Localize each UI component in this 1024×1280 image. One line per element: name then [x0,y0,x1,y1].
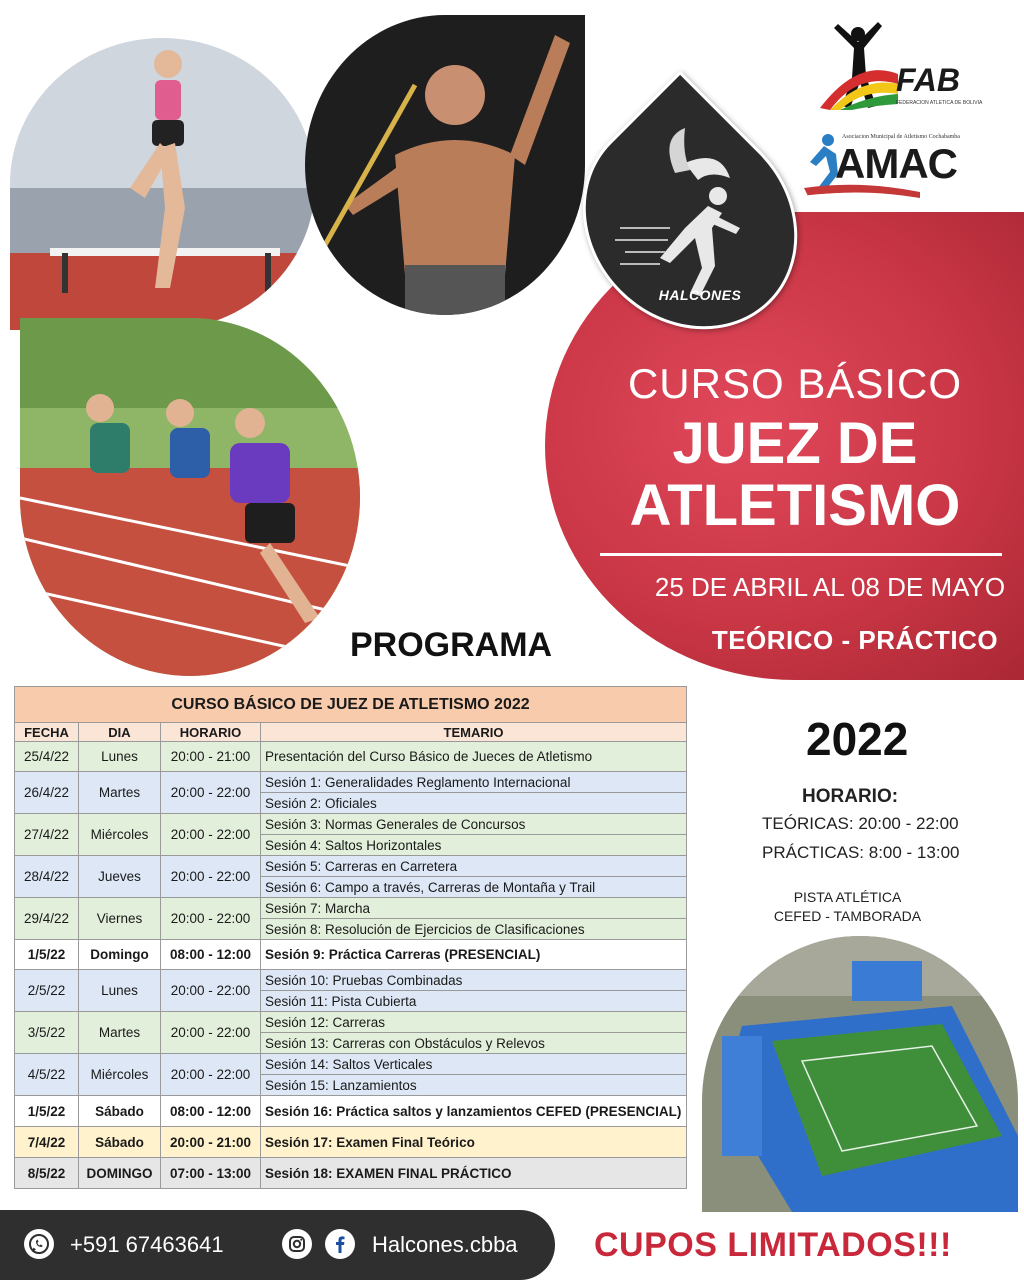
cell-tema: Sesión 17: Examen Final Teórico [261,1127,687,1158]
kids-sprinting-photo [20,318,360,676]
table-title: CURSO BÁSICO DE JUEZ DE ATLETISMO 2022 [15,687,687,723]
cell-fecha: 3/5/22 [15,1012,79,1054]
cell-horario: 07:00 - 13:00 [161,1158,261,1189]
cell-tema: Sesión 3: Normas Generales de Concursos [261,814,687,835]
cell-tema: Sesión 2: Oficiales [261,793,687,814]
cell-horario: 20:00 - 22:00 [161,856,261,898]
hurdler-photo [10,38,315,330]
cell-dia: Martes [79,1012,161,1054]
cell-horario: 20:00 - 21:00 [161,1127,261,1158]
stadium-aerial-photo [702,936,1018,1212]
facebook-icon[interactable] [325,1229,355,1259]
table-row [15,814,687,835]
cell-horario: 08:00 - 12:00 [161,940,261,970]
social-handle[interactable]: Halcones.cbba [372,1232,518,1257]
amac-logo-subtitle: Asociacion Municipal de Atletismo Cochabamba [842,134,960,140]
cell-dia: Sábado [79,1096,161,1127]
cell-fecha: 27/4/22 [15,814,79,856]
cell-tema: Sesión 11: Pista Cubierta [261,991,687,1012]
cell-dia: Jueves [79,856,161,898]
whatsapp-icon[interactable] [24,1229,54,1259]
table-title-row [15,687,687,723]
cell-fecha: 8/5/22 [15,1158,79,1189]
course-year: 2022 [806,713,909,765]
cell-horario: 20:00 - 21:00 [161,742,261,772]
course-dates: 25 DE ABRIL AL 08 DE MAYO [654,572,1006,602]
table-row [15,940,687,970]
cell-fecha: 26/4/22 [15,772,79,814]
cell-dia: Lunes [79,970,161,1012]
cell-fecha: 4/5/22 [15,1054,79,1096]
cell-tema: Sesión 16: Práctica saltos y lanzamientos CEFED (PRESENCIAL) [261,1096,687,1127]
cell-dia: Domingo [79,940,161,970]
title-divider [600,553,1002,556]
cell-dia: Martes [79,772,161,814]
cell-dia: Miércoles [79,814,161,856]
cell-tema: Sesión 18: EXAMEN FINAL PRÁCTICO [261,1158,687,1189]
table-row [15,898,687,919]
amac-logo-text: AMAC [835,140,957,187]
cell-fecha: 1/5/22 [15,940,79,970]
table-row [15,1127,687,1158]
headline-juez-de: JUEZ DE [672,411,918,476]
cell-horario: 20:00 - 22:00 [161,772,261,814]
header-fecha: FECHA [15,723,79,742]
headline-atletismo: ATLETISMO [629,473,961,538]
cell-tema: Sesión 15: Lanzamientos [261,1075,687,1096]
cell-fecha: 28/4/22 [15,856,79,898]
practice-hours: PRÁCTICAS: 8:00 - 13:00 [762,843,960,862]
cell-horario: 20:00 - 22:00 [161,814,261,856]
schedule-label: HORARIO: [802,786,899,807]
table-row [15,1012,687,1033]
cell-tema: Sesión 12: Carreras [261,1012,687,1033]
cell-fecha: 2/5/22 [15,970,79,1012]
cell-tema: Sesión 14: Saltos Verticales [261,1054,687,1075]
venue-name: PISTA ATLÉTICA [793,889,902,905]
instagram-icon[interactable] [282,1229,312,1259]
table-row [15,970,687,991]
contact-phone[interactable]: +591 67463641 [70,1232,224,1257]
table-row [15,1096,687,1127]
table-header-row [15,723,687,742]
cell-tema: Presentación del Curso Básico de Jueces de Atletismo [261,742,687,772]
header-horario: HORARIO [161,723,261,742]
cell-dia: Miércoles [79,1054,161,1096]
cell-tema: Sesión 9: Práctica Carreras (PRESENCIAL) [261,940,687,970]
fab-logo-subtitle: FEDERACION ATLETICA DE BOLIVIA [896,100,983,106]
header-temario: TEMARIO [261,723,687,742]
cell-horario: 20:00 - 22:00 [161,1054,261,1096]
cell-fecha: 1/5/22 [15,1096,79,1127]
cell-tema: Sesión 6: Campo a través, Carreras de Montaña y Trail [261,877,687,898]
fab-logo-text: FAB [896,62,960,98]
cell-dia: Viernes [79,898,161,940]
cell-tema: Sesión 1: Generalidades Reglamento Internacional [261,772,687,793]
cell-horario: 08:00 - 12:00 [161,1096,261,1127]
cell-tema: Sesión 5: Carreras en Carretera [261,856,687,877]
program-title: PROGRAMA [350,626,553,664]
cell-tema: Sesión 13: Carreras con Obstáculos y Relevos [261,1033,687,1054]
table-row [15,1054,687,1075]
cell-dia: DOMINGO [79,1158,161,1189]
venue-location: CEFED - TAMBORADA [773,908,922,924]
cell-horario: 20:00 - 22:00 [161,1012,261,1054]
cell-horario: 20:00 - 22:00 [161,970,261,1012]
table-row [15,772,687,793]
halcones-logo-text: HALCONES [658,287,742,303]
javelin-thrower-photo [305,15,585,315]
cell-horario: 20:00 - 22:00 [161,898,261,940]
table-row [15,1158,687,1189]
limited-spots-callout: CUPOS LIMITADOS!!! [594,1226,952,1264]
cell-dia: Lunes [79,742,161,772]
cell-tema: Sesión 7: Marcha [261,898,687,919]
cell-tema: Sesión 4: Saltos Horizontales [261,835,687,856]
schedule-table [14,686,687,1189]
cell-fecha: 7/4/22 [15,1127,79,1158]
table-row [15,742,687,772]
cell-tema: Sesión 8: Resolución de Ejercicios de Clasificaciones [261,919,687,940]
theory-hours: TEÓRICAS: 20:00 - 22:00 [762,814,959,833]
header-dia: DIA [79,723,161,742]
cell-fecha: 29/4/22 [15,898,79,940]
course-mode: TEÓRICO - PRÁCTICO [711,625,999,655]
headline-curso-basico: CURSO BÁSICO [627,360,963,407]
cell-dia: Sábado [79,1127,161,1158]
table-row [15,856,687,877]
cell-tema: Sesión 10: Pruebas Combinadas [261,970,687,991]
cell-fecha: 25/4/22 [15,742,79,772]
